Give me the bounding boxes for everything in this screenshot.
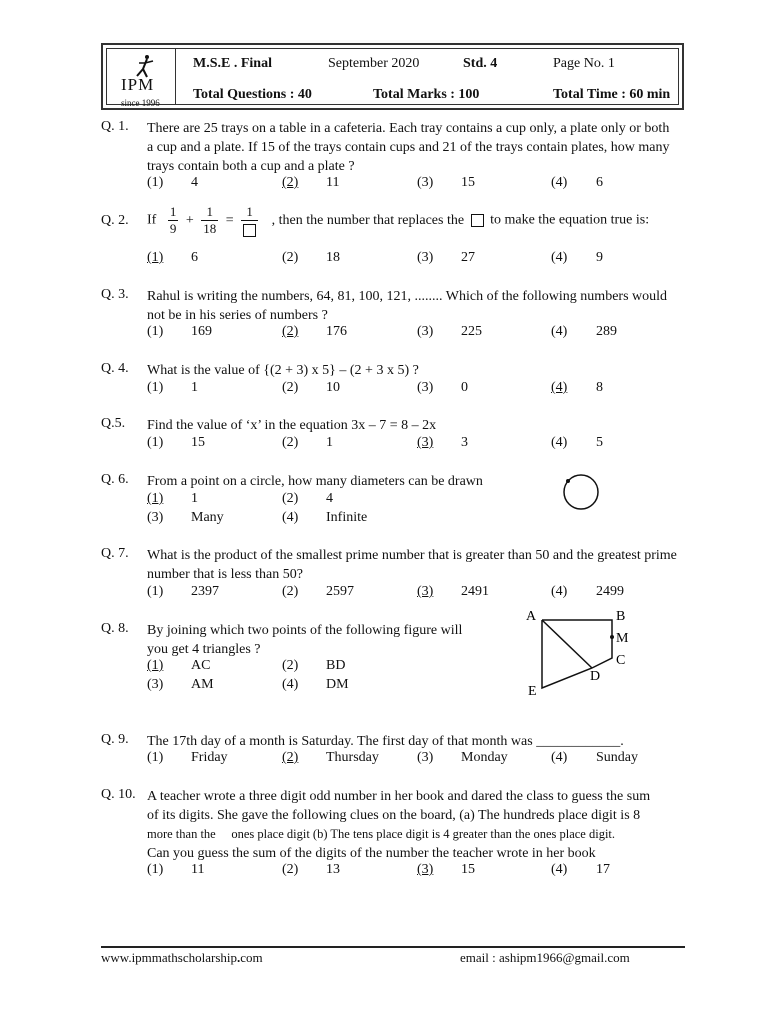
plus-sign: + bbox=[185, 212, 194, 228]
option-value: 2499 bbox=[596, 584, 624, 599]
option-number: (3) bbox=[147, 677, 164, 692]
website-dot: . bbox=[237, 950, 241, 965]
options-q1 bbox=[0, 175, 768, 194]
options-q2 bbox=[0, 250, 768, 269]
option-number: (3) bbox=[417, 750, 434, 765]
option-value: 6 bbox=[191, 250, 198, 265]
options-q5 bbox=[0, 435, 768, 454]
fraction-1-18 bbox=[201, 204, 218, 237]
numerator: 1 bbox=[169, 204, 177, 219]
option-value: 2491 bbox=[461, 584, 489, 599]
total-time: Total Time : 60 min bbox=[553, 87, 671, 102]
option-number-answer: (3) bbox=[417, 584, 434, 599]
option-number: (4) bbox=[551, 750, 568, 765]
exam-header-inner bbox=[106, 48, 679, 108]
exam-name: M.S.E . Final bbox=[193, 56, 272, 71]
footer-website[interactable] bbox=[101, 950, 263, 966]
option-number: (4) bbox=[282, 510, 299, 525]
since-text: since 1996 bbox=[121, 98, 160, 108]
quadrilateral-figure bbox=[520, 606, 640, 702]
question-line: A teacher wrote a three digit odd number in her book and dared the class to guess the sum bbox=[147, 789, 651, 804]
website-part: www.ipmmathscholarship bbox=[101, 950, 237, 965]
option-value: DM bbox=[326, 677, 349, 692]
option-value: 5 bbox=[596, 435, 603, 450]
question-text: , then the number that replaces the bbox=[271, 212, 465, 228]
option-number: (3) bbox=[417, 175, 434, 190]
option-number: (2) bbox=[282, 491, 299, 506]
label-a: A bbox=[526, 609, 537, 624]
option-number: (1) bbox=[147, 750, 164, 765]
total-questions: Total Questions : 40 bbox=[193, 87, 312, 102]
page-number: Page No. 1 bbox=[553, 56, 615, 71]
option-value: Sunday bbox=[596, 750, 638, 765]
options-q8-row2 bbox=[0, 677, 768, 696]
option-number: (3) bbox=[417, 250, 434, 265]
figure-diagonal-ad bbox=[542, 620, 592, 668]
question-text: There are 25 trays on a table in a cafeteria. Each tray contains a cup only, a plate only or both a cup and a plate. If 15 of the trays contain cups and 21 of the trays contain plates, how many trays contain both a cup and a plate ? bbox=[147, 121, 670, 174]
question-number: Q. 1. bbox=[101, 119, 129, 134]
question-number: Q.5. bbox=[101, 416, 126, 431]
label-c: C bbox=[616, 653, 626, 668]
question-number: Q. 8. bbox=[101, 621, 129, 636]
label-m: M bbox=[616, 631, 629, 646]
options-q6-row2 bbox=[0, 510, 768, 529]
option-value: 1 bbox=[191, 380, 198, 395]
denominator-box bbox=[241, 221, 258, 237]
option-value: 10 bbox=[326, 380, 340, 395]
logo-text: IPM bbox=[121, 75, 155, 94]
option-number: (1) bbox=[147, 584, 164, 599]
question-text: The 17th day of a month is Saturday. The first day of that month was ____________. bbox=[147, 734, 624, 749]
question-text: From a point on a circle, how many diameters can be drawn bbox=[147, 474, 483, 489]
option-value: 289 bbox=[596, 324, 617, 339]
question-number: Q. 2. bbox=[101, 213, 129, 228]
option-value: 2597 bbox=[326, 584, 354, 599]
option-number: (1) bbox=[147, 175, 164, 190]
option-number: (3) bbox=[417, 380, 434, 395]
question-number: Q. 10. bbox=[101, 787, 136, 802]
option-value: 9 bbox=[596, 250, 603, 265]
option-value: 17 bbox=[596, 862, 610, 877]
option-value: 27 bbox=[461, 250, 475, 265]
options-q10 bbox=[0, 862, 768, 881]
option-value: 13 bbox=[326, 862, 340, 877]
options-q9 bbox=[0, 750, 768, 769]
point-m bbox=[610, 635, 614, 639]
options-q7 bbox=[0, 584, 768, 603]
circle-point bbox=[566, 479, 570, 483]
question-line: Can you guess the sum of the digits of the number the teacher wrote in her book bbox=[147, 846, 596, 861]
option-number: (3) bbox=[417, 324, 434, 339]
option-number: (4) bbox=[551, 324, 568, 339]
question-number: Q. 6. bbox=[101, 472, 129, 487]
options-q3 bbox=[0, 324, 768, 343]
option-number-answer: (2) bbox=[282, 750, 299, 765]
option-value: BD bbox=[326, 658, 346, 673]
question-text bbox=[147, 787, 677, 863]
option-value: 6 bbox=[596, 175, 603, 190]
option-value: 169 bbox=[191, 324, 212, 339]
option-value: AC bbox=[191, 658, 211, 673]
options-q4 bbox=[0, 380, 768, 399]
option-number-answer: (3) bbox=[417, 862, 434, 877]
question-equation bbox=[147, 204, 649, 237]
option-value: 1 bbox=[326, 435, 333, 450]
option-number: (3) bbox=[147, 510, 164, 525]
label-e: E bbox=[528, 684, 537, 699]
question-text: By joining which two points of the following figure will you get 4 triangles ? bbox=[147, 623, 463, 657]
exam-std: Std. 4 bbox=[463, 56, 498, 71]
option-number-answer: (1) bbox=[147, 250, 164, 265]
numerator: 1 bbox=[241, 204, 258, 221]
option-value: 3 bbox=[461, 435, 468, 450]
option-value: 1 bbox=[191, 491, 198, 506]
option-value: 18 bbox=[326, 250, 340, 265]
options-q6-row1 bbox=[0, 491, 768, 510]
option-number: (4) bbox=[551, 862, 568, 877]
numerator: 1 bbox=[201, 204, 218, 221]
question-number: Q. 7. bbox=[101, 546, 129, 561]
options-q8-row1 bbox=[0, 658, 768, 677]
denominator: 18 bbox=[203, 221, 217, 236]
option-number-answer: (2) bbox=[282, 175, 299, 190]
denominator: 9 bbox=[169, 221, 177, 236]
blank-box-icon bbox=[243, 224, 256, 237]
option-value: Friday bbox=[191, 750, 228, 765]
label-b: B bbox=[616, 609, 626, 624]
footer-email[interactable]: email : ashipm1966@gmail.com bbox=[460, 950, 630, 965]
question-text: What is the product of the smallest prime number that is greater than 50 and the greatest prime number that is less than 50? bbox=[147, 548, 677, 582]
question-text: What is the value of {(2 + 3) x 5} – (2 + 3 x 5) ? bbox=[147, 363, 419, 378]
website-part: com bbox=[240, 950, 263, 965]
option-number: (2) bbox=[282, 250, 299, 265]
option-value: Many bbox=[191, 510, 224, 525]
option-value: Monday bbox=[461, 750, 508, 765]
fraction-1-box bbox=[241, 204, 258, 237]
option-value: 15 bbox=[191, 435, 205, 450]
option-value: Thursday bbox=[326, 750, 379, 765]
option-number: (1) bbox=[147, 380, 164, 395]
question-line: more than the ones place digit (b) The tens place digit is 4 greater than the ones place digit. bbox=[147, 827, 616, 841]
question-text-end: to make the equation true is: bbox=[490, 212, 650, 228]
ipm-logo bbox=[107, 49, 176, 108]
option-number: (2) bbox=[282, 862, 299, 877]
footer-divider bbox=[101, 946, 685, 948]
label-d: D bbox=[590, 669, 601, 684]
option-number: (2) bbox=[282, 435, 299, 450]
option-number-answer: (4) bbox=[551, 380, 568, 395]
option-value: 15 bbox=[461, 862, 475, 877]
option-number: (1) bbox=[147, 324, 164, 339]
option-number: (4) bbox=[551, 250, 568, 265]
fraction-1-9 bbox=[168, 204, 179, 237]
option-number: (4) bbox=[551, 584, 568, 599]
exam-header bbox=[101, 43, 684, 110]
question-number: Q. 9. bbox=[101, 732, 129, 747]
circle-figure bbox=[561, 472, 601, 512]
option-number: (4) bbox=[282, 677, 299, 692]
question-text: Find the value of ‘x’ in the equation 3x – 7 = 8 – 2x bbox=[147, 418, 437, 433]
option-value: 11 bbox=[326, 175, 340, 190]
total-marks: Total Marks : 100 bbox=[373, 87, 480, 102]
option-value: 11 bbox=[191, 862, 205, 877]
option-number-answer: (1) bbox=[147, 491, 164, 506]
option-value: 176 bbox=[326, 324, 347, 339]
option-number: (1) bbox=[147, 862, 164, 877]
option-value: 2397 bbox=[191, 584, 219, 599]
option-number-answer: (1) bbox=[147, 658, 164, 673]
question-number: Q. 4. bbox=[101, 361, 129, 376]
option-value: 8 bbox=[596, 380, 603, 395]
option-value: 4 bbox=[191, 175, 198, 190]
option-value: 225 bbox=[461, 324, 482, 339]
option-number-answer: (3) bbox=[417, 435, 434, 450]
question-number: Q. 3. bbox=[101, 287, 129, 302]
option-number: (1) bbox=[147, 435, 164, 450]
equals-sign: = bbox=[225, 212, 234, 228]
option-number: (2) bbox=[282, 380, 299, 395]
option-value: 4 bbox=[326, 491, 333, 506]
question-2 bbox=[0, 204, 768, 240]
blank-box-icon bbox=[471, 214, 484, 227]
option-number: (4) bbox=[551, 175, 568, 190]
exam-date: September 2020 bbox=[328, 56, 420, 71]
option-number: (2) bbox=[282, 658, 299, 673]
option-number: (4) bbox=[551, 435, 568, 450]
option-value: Infinite bbox=[326, 510, 368, 525]
option-number-answer: (2) bbox=[282, 324, 299, 339]
question-line: of its digits. She gave the following clues on the board, (a) The hundreds place digit is 8 bbox=[147, 808, 641, 823]
option-number: (2) bbox=[282, 584, 299, 599]
option-value: 0 bbox=[461, 380, 468, 395]
question-text: Rahul is writing the numbers, 64, 81, 100, 121, ........ Which of the following numbers would not be in his series of numbers ? bbox=[147, 289, 668, 323]
option-value: 15 bbox=[461, 175, 475, 190]
option-value: AM bbox=[191, 677, 214, 692]
if-word: If bbox=[147, 212, 157, 228]
